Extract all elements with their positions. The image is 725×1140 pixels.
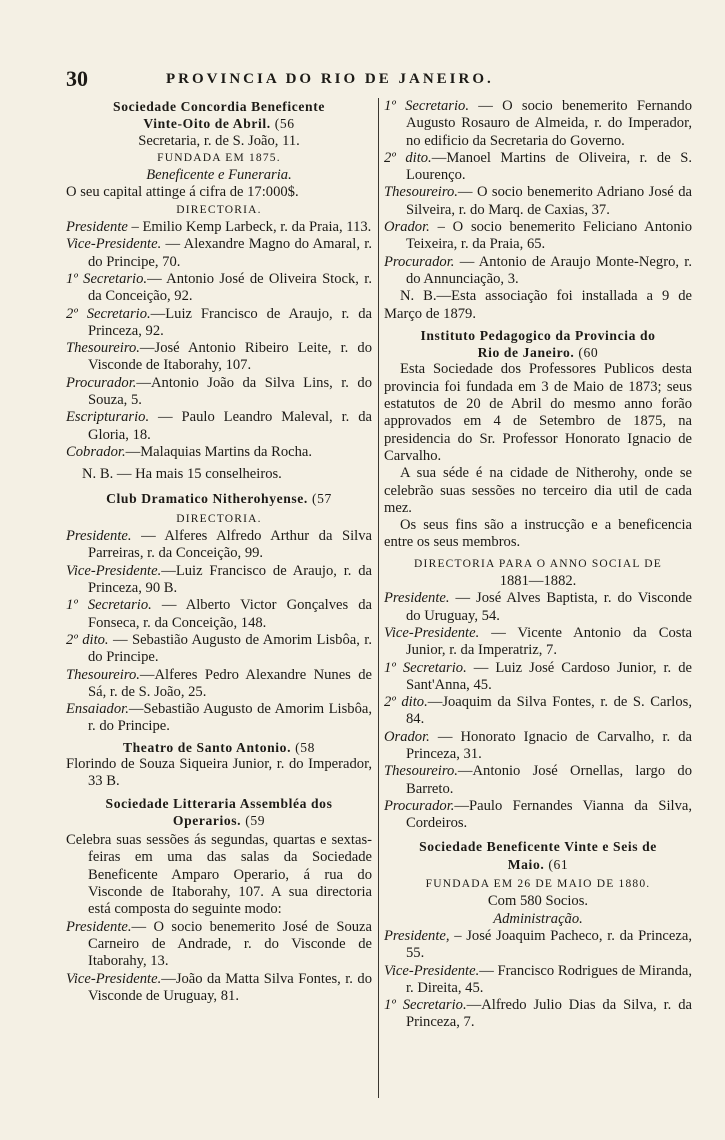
section-title: Operarios. (59 — [172, 812, 266, 828]
entry-number: (56 — [274, 116, 295, 132]
section-theatro-santo-antonio — [66, 739, 372, 791]
entry-number: (59 — [245, 812, 266, 828]
page-header — [66, 66, 700, 96]
administration-heading: Administração. — [493, 910, 583, 927]
section-title: Sociedade Beneficente Vinte e Seis de — [419, 839, 657, 855]
directory-heading: DIRECTORIA. — [176, 512, 262, 525]
section-title: Sociedade Litteraria Assembléa dos — [105, 795, 333, 811]
directory-entry: Thesoureiro.—Alferes Pedro Alexandre Nunes de Sá, r. de S. João, 25. — [66, 666, 372, 700]
directory-entry: 1º Secretario. — Luiz José Cardoso Junior, r. de Sant'Anna, 45. — [384, 659, 692, 693]
directory-entry: 1º Secretario.— Antonio José de Oliveira Stock, r. da Conceição, 92. — [66, 270, 372, 305]
members-line: Com 580 Socios. — [487, 893, 589, 910]
directory-entry: 1º Secretario. — O socio benemerito Fernando Augusto Rosauro de Almeida, r. do Imperador, no edificio da Secretaria do Governo. — [384, 98, 692, 149]
directory-entry: Vice-Presidente. — Alexandre Magno do Amaral, r. do Principe, 70. — [66, 236, 372, 270]
directory-entry: Presidente – Emilio Kemp Larbeck, r. da Praia, 113. — [66, 219, 372, 236]
directory-entry: 1º Secretario.—Alfredo Julio Dias da Silva, r. da Princeza, 7. — [384, 997, 692, 1031]
entry-number: (61 — [548, 856, 569, 872]
entry-number: (60 — [578, 345, 599, 361]
directory-entry: 1º Secretario. — Alberto Victor Gonçalves da Fonseca, r. da Conceição, 148. — [66, 597, 373, 631]
directory-entry: Vice-Presidente.—Luiz Francisco de Araujo, r. da Princeza, 90 B. — [66, 562, 372, 597]
section-title: Sociedade Concordia Beneficente — [113, 99, 325, 114]
directory-entry: Vice-Presidente. — Vicente Antonio da Costa Junior, r. da Imperatriz, 7. — [384, 624, 692, 659]
address: Secretaria, r. de S. João, 11. — [138, 132, 300, 149]
directory-entry: Thesoureiro.—José Antonio Ribeiro Leite, r. do Visconde de Itaborahy, 107. — [66, 340, 372, 374]
directory-entry: 2º dito.—Joaquim da Silva Fontes, r. de S. Carlos, 84. — [384, 694, 692, 728]
directory-heading: DIRECTORIA PARA O ANNO SOCIAL DE — [414, 557, 662, 570]
founded-line: FUNDADA EM 26 DE MAIO DE 1880. — [425, 878, 651, 891]
section-title: Rio de Janeiro. (60 — [477, 345, 599, 361]
paragraph: Esta Sociedade dos Professores Publicos desta provincia foi fundada em 3 de Maio de 1873; seus estatutos de 20 de Abril do mesmo anno forão approvados em 4 de Setembro de 1875, na presidencia do Sr. Professor Honorato Ignacio de Carvalho. — [384, 361, 692, 464]
entry-number: (57 — [311, 490, 332, 506]
directory-entry: Vice-Presidente.— Francisco Rodrigues de Miranda, r. Direita, 45. — [384, 962, 692, 996]
section-sociedade-vinte-seis-maio — [384, 838, 692, 1031]
directory-entry: 2º dito.—Manoel Martins de Oliveira, r. de S. Lourenço. — [384, 149, 692, 184]
section-instituto-pedagogico — [384, 327, 692, 833]
page-number: 30 — [66, 66, 88, 91]
directory-entry: Presidente.— O socio benemerito José de Souza Carneiro de Andrade, r. do Visconde de Itaborahy, 13. — [66, 918, 372, 970]
directory-entry: Presidente. — José Alves Baptista, r. do Visconde do Uruguay, 54. — [384, 590, 692, 624]
right-column — [384, 98, 692, 1032]
section-sociedade-concordia — [66, 98, 372, 484]
directory-entry: 2º Secretario.—Luiz Francisco de Araujo, r. da Princeza, 92. — [66, 305, 372, 339]
directory-entry: Orador. — Honorato Ignacio de Carvalho, r. da Princeza, 31. — [384, 728, 692, 762]
directory-entry: Thesoureiro.— O socio benemerito Adriano José da Silveira, r. do Marq. de Caxias, 37. — [384, 184, 692, 218]
entry-text: Florindo de Souza Siqueira Junior, r. do Imperador, 33 B. — [66, 755, 372, 790]
section-title: Instituto Pedagogico da Provincia do — [420, 327, 656, 343]
section-sociedade-litteraria — [66, 795, 372, 1006]
section-title: Maio. (61 — [507, 856, 569, 872]
directory-year: 1881—1882. — [499, 573, 577, 590]
paragraph: A sua séde é na cidade de Nitherohy, onde se celebrão suas sessões no terceiro dia util de cada mez. — [384, 465, 692, 516]
section-club-dramatico — [66, 490, 372, 736]
directory-entry: Presidente, – José Joaquim Pacheco, r. da Princeza, 55. — [384, 927, 692, 962]
directory-entry: Procurador. — Antonio de Araujo Monte-Negro, r. do Annunciação, 3. — [384, 253, 692, 287]
directory-heading: DIRECTORIA. — [176, 203, 262, 216]
directory-entry: Ensaiador.—Sebastião Augusto de Amorim Lisbôa, r. do Principe. — [66, 701, 372, 735]
directory-entry: Thesoureiro.—Antonio José Ornellas, largo do Barreto. — [384, 763, 692, 797]
column-divider — [378, 98, 379, 1098]
directory-entry: Orador. – O socio benemerito Feliciano Antonio Teixeira, r. da Praia, 65. — [384, 219, 692, 253]
section-sociedade-litteraria-continued — [384, 98, 692, 323]
directory-entry: 2º dito. — Sebastião Augusto de Amorim Lisbôa, r. do Principe. — [66, 631, 372, 666]
left-column — [66, 98, 372, 1005]
section-title: Club Dramatico Nitherohyense. (57 — [106, 490, 332, 506]
note: N. B.—Esta associação foi installada a 9 de Março de 1879. — [384, 288, 692, 322]
paragraph: Os seus fins são a instrucção e a beneficencia entre os seus membros. — [384, 517, 692, 551]
entry-number: (58 — [295, 739, 315, 755]
directory-entry: Vice-Presidente.—João da Matta Silva Fontes, r. do Visconde de Uruguay, 81. — [66, 970, 372, 1004]
running-title: PROVINCIA DO RIO DE JANEIRO. — [166, 71, 494, 87]
founded-line: FUNDADA EM 1875. — [157, 151, 281, 164]
directory-entry: Procurador.—Paulo Fernandes Vianna da Silva, Cordeiros. — [384, 797, 692, 832]
subtitle: Beneficente e Funeraria. — [146, 167, 292, 184]
entry-text: Celebra suas sessões ás segundas, quartas e sextas-feiras em uma das salas da Sociedade Beneficente Amparo Operario, á rua do Visconde de Itaborahy, 107. A sua directoria está composta do seguinte modo: — [66, 832, 372, 918]
note: N. B. — Ha mais 15 conselheiros. — [82, 466, 282, 483]
capital-line: O seu capital attinge á cifra de 17:000$. — [66, 184, 299, 201]
directory-entry: Cobrador.—Malaquias Martins da Rocha. — [66, 443, 313, 460]
directory-entry: Procurador.—Antonio João da Silva Lins, r. do Souza, 5. — [66, 374, 372, 409]
directory-entry: Escripturario. — Paulo Leandro Maleval, r. da Gloria, 18. — [66, 409, 372, 443]
section-title: Vinte-Oito de Abril. (56 — [143, 116, 295, 132]
directory-entry: Presidente. — Alferes Alfredo Arthur da Silva Parreiras, r. da Conceição, 99. — [66, 528, 372, 562]
section-title: Theatro de Santo Antonio. (58 — [122, 739, 315, 755]
